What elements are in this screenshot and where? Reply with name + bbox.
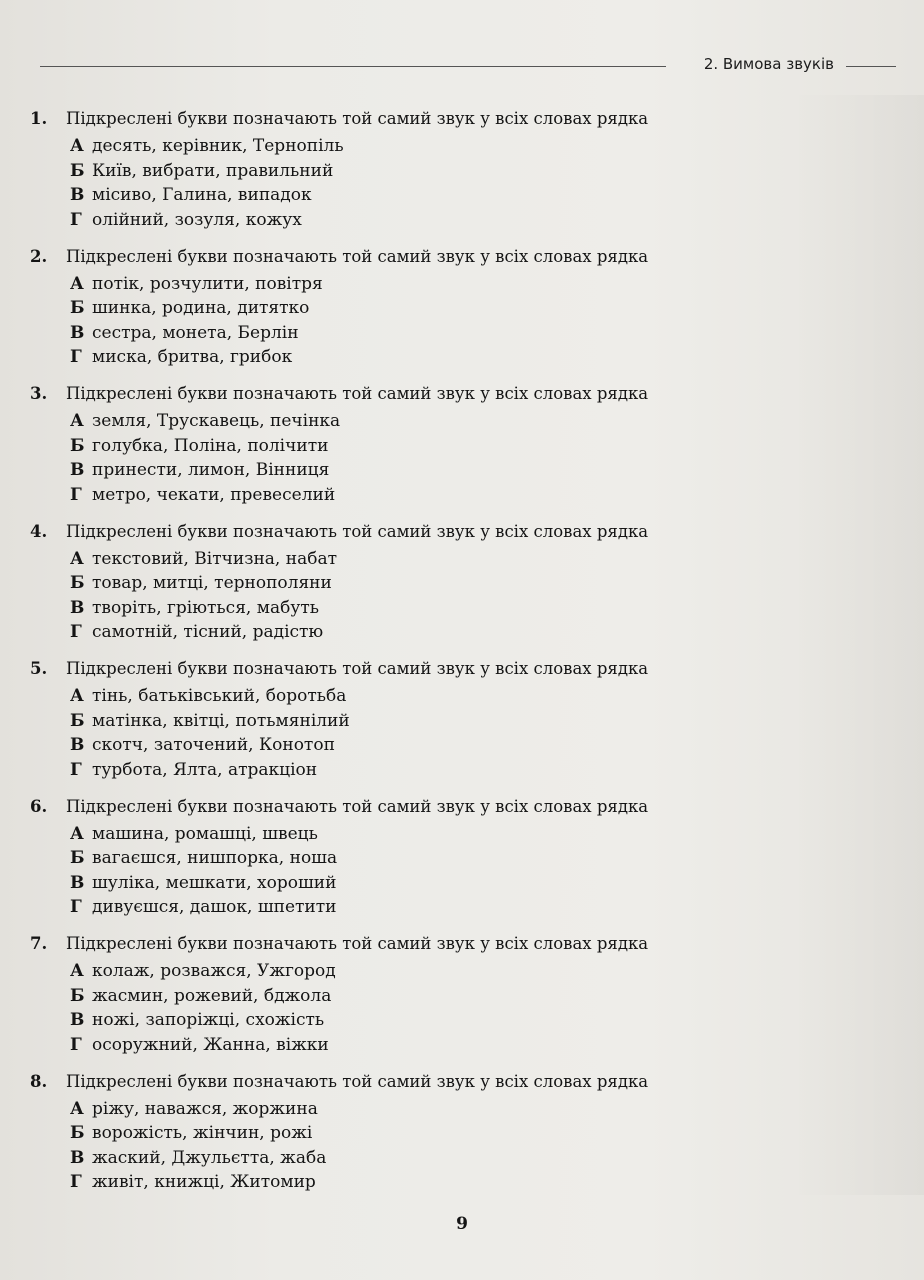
question-number: 1. — [30, 109, 48, 128]
option-text: живіт, книжці, Житомир — [92, 1172, 316, 1192]
option-letter: Б — [70, 1123, 85, 1143]
answer-options — [70, 822, 790, 920]
option-text: тінь, батьківський, боротьба — [92, 686, 347, 706]
option-letter: А — [70, 686, 84, 706]
question-number: 4. — [30, 521, 48, 541]
question-prompt-line — [30, 108, 790, 130]
question-list — [30, 108, 790, 1208]
question-prompt: Підкреслені букви позначають той самий звук у всіх словах рядка — [66, 934, 649, 953]
section-title: 2. Вимова звуків — [703, 55, 834, 73]
question-prompt-line — [30, 383, 790, 405]
option-text: місиво, Галина, випадок — [92, 185, 312, 205]
option-text: турбота, Ялта, атракціон — [92, 759, 318, 780]
answer-option-v — [70, 596, 790, 621]
header-rule-left — [40, 66, 666, 67]
option-letter: Г — [70, 622, 82, 642]
answer-option-b — [70, 296, 790, 321]
bleed-through-shadow — [790, 95, 924, 1195]
option-letter: В — [70, 1010, 85, 1030]
answer-option-v — [70, 1008, 790, 1033]
question-prompt: Підкреслені букви позначають той самий звук у всіх словах рядка — [66, 384, 649, 403]
question-5 — [30, 658, 790, 796]
option-text: дивуєшся, дашок, шпетити — [92, 897, 337, 917]
option-text: осоружний, Жанна, віжки — [92, 1034, 329, 1055]
option-text: вагаєшся, нишпорка, ноша — [92, 848, 338, 868]
answer-option-a — [70, 959, 790, 984]
option-text: десять, керівник, Тернопіль — [92, 136, 344, 156]
option-letter: Б — [70, 573, 85, 593]
option-text: матінка, квітці, потьмянілий — [92, 710, 350, 731]
question-3 — [30, 383, 790, 521]
option-letter: А — [70, 1098, 84, 1119]
option-letter: Г — [70, 209, 82, 230]
answer-options — [70, 134, 790, 232]
option-text: текстовий, Вітчизна, набат — [92, 548, 337, 569]
option-text: колаж, розважся, Ужгород — [92, 961, 336, 981]
answer-option-a — [70, 684, 790, 709]
option-letter: Г — [70, 1172, 82, 1192]
answer-options — [70, 684, 790, 782]
option-text: Київ, вибрати, правильний — [92, 160, 334, 181]
option-letter: В — [70, 597, 85, 618]
option-text: земля, Трускавець, печінка — [92, 411, 341, 431]
answer-option-v — [70, 871, 790, 896]
question-prompt: Підкреслені букви позначають той самий звук у всіх словах рядка — [66, 521, 649, 541]
running-header — [40, 55, 896, 77]
answer-option-g — [70, 208, 790, 233]
answer-options — [70, 1097, 790, 1195]
question-prompt: Підкреслені букви позначають той самий звук у всіх словах рядка — [66, 246, 649, 266]
answer-option-g — [70, 1170, 790, 1195]
question-prompt-line — [30, 796, 790, 818]
answer-option-v — [70, 183, 790, 208]
option-text: потік, розчулити, повітря — [92, 273, 323, 294]
header-rule-right — [846, 66, 896, 67]
answer-option-b — [70, 846, 790, 871]
answer-option-a — [70, 822, 790, 847]
option-letter: Б — [70, 710, 85, 731]
question-7 — [30, 933, 790, 1071]
option-text: ріжу, наважся, жоржина — [92, 1098, 318, 1119]
question-prompt: Підкреслені букви позначають той самий звук у всіх словах рядка — [66, 659, 649, 678]
answer-option-b — [70, 984, 790, 1009]
option-text: сестра, монета, Берлін — [92, 322, 299, 343]
answer-options — [70, 409, 790, 507]
option-text: олійний, зозуля, кожух — [92, 209, 302, 230]
question-prompt-line — [30, 521, 790, 543]
option-text: голубка, Поліна, полічити — [92, 435, 329, 456]
option-letter: Г — [70, 347, 82, 367]
answer-option-g — [70, 345, 790, 370]
answer-option-v — [70, 321, 790, 346]
answer-option-g — [70, 483, 790, 508]
answer-options — [70, 547, 790, 645]
answer-option-v — [70, 458, 790, 483]
answer-option-a — [70, 134, 790, 159]
question-prompt: Підкреслені букви позначають той самий звук у всіх словах рядка — [66, 796, 649, 816]
option-letter: В — [70, 185, 85, 205]
option-letter: В — [70, 872, 85, 893]
question-2 — [30, 246, 790, 384]
option-letter: А — [70, 136, 84, 156]
option-letter: А — [70, 411, 84, 431]
answer-option-g — [70, 895, 790, 920]
option-letter: Б — [70, 298, 85, 318]
option-text: шинка, родина, дитятко — [92, 298, 310, 318]
option-letter: Б — [70, 848, 85, 868]
page-number: 9 — [456, 1214, 468, 1234]
question-number: 2. — [30, 246, 48, 266]
answer-option-a — [70, 1097, 790, 1122]
question-number: 5. — [30, 659, 48, 678]
answer-option-v — [70, 1146, 790, 1171]
option-text: скотч, заточений, Конотоп — [92, 735, 335, 755]
option-letter: Б — [70, 435, 85, 456]
answer-option-b — [70, 434, 790, 459]
option-text: машина, ромашці, швець — [92, 823, 318, 844]
answer-option-b — [70, 159, 790, 184]
option-letter: А — [70, 823, 84, 844]
option-letter: В — [70, 735, 85, 755]
question-4 — [30, 521, 790, 659]
option-letter: Г — [70, 484, 82, 505]
option-letter: Б — [70, 985, 85, 1006]
question-1 — [30, 108, 790, 246]
option-text: самотній, тісний, радістю — [92, 622, 324, 642]
option-letter: В — [70, 322, 85, 343]
option-letter: Г — [70, 1034, 82, 1055]
option-letter: А — [70, 961, 84, 981]
question-number: 3. — [30, 384, 48, 403]
option-text: товар, митці, тернополяни — [92, 573, 332, 593]
question-prompt: Підкреслені букви позначають той самий звук у всіх словах рядка — [66, 1071, 649, 1091]
question-number: 7. — [30, 934, 48, 953]
option-letter: Г — [70, 897, 82, 917]
option-letter: А — [70, 273, 84, 294]
answer-options — [70, 272, 790, 370]
option-text: жасмин, рожевий, бджола — [92, 985, 332, 1006]
question-8 — [30, 1071, 790, 1209]
option-letter: В — [70, 1147, 85, 1168]
option-letter: В — [70, 460, 85, 480]
option-text: творіть, гріються, мабуть — [92, 597, 319, 618]
question-number: 6. — [30, 796, 48, 816]
question-prompt-line — [30, 933, 790, 955]
option-text: ножі, запоріжці, схожість — [92, 1010, 325, 1030]
option-letter: А — [70, 548, 84, 569]
answer-option-a — [70, 547, 790, 572]
answer-option-b — [70, 1121, 790, 1146]
option-text: ворожість, жінчин, рожі — [92, 1123, 313, 1143]
question-prompt-line — [30, 658, 790, 680]
option-text: метро, чекати, превеселий — [92, 484, 336, 505]
question-prompt: Підкреслені букви позначають той самий звук у всіх словах рядка — [66, 109, 649, 128]
option-text: миска, бритва, грибок — [92, 347, 293, 367]
option-letter: Б — [70, 160, 85, 181]
answer-option-g — [70, 620, 790, 645]
answer-option-a — [70, 272, 790, 297]
answer-options — [70, 959, 790, 1057]
answer-option-g — [70, 758, 790, 783]
answer-option-b — [70, 571, 790, 596]
answer-option-a — [70, 409, 790, 434]
option-text: шуліка, мешкати, хороший — [92, 872, 337, 893]
answer-option-b — [70, 709, 790, 734]
answer-option-v — [70, 733, 790, 758]
question-number: 8. — [30, 1071, 48, 1091]
question-prompt-line — [30, 246, 790, 268]
question-prompt-line — [30, 1071, 790, 1093]
option-text: жаский, Джульєтта, жаба — [92, 1147, 327, 1168]
question-6 — [30, 796, 790, 934]
answer-option-g — [70, 1033, 790, 1058]
option-letter: Г — [70, 759, 82, 780]
option-text: принести, лимон, Вінниця — [92, 460, 330, 480]
